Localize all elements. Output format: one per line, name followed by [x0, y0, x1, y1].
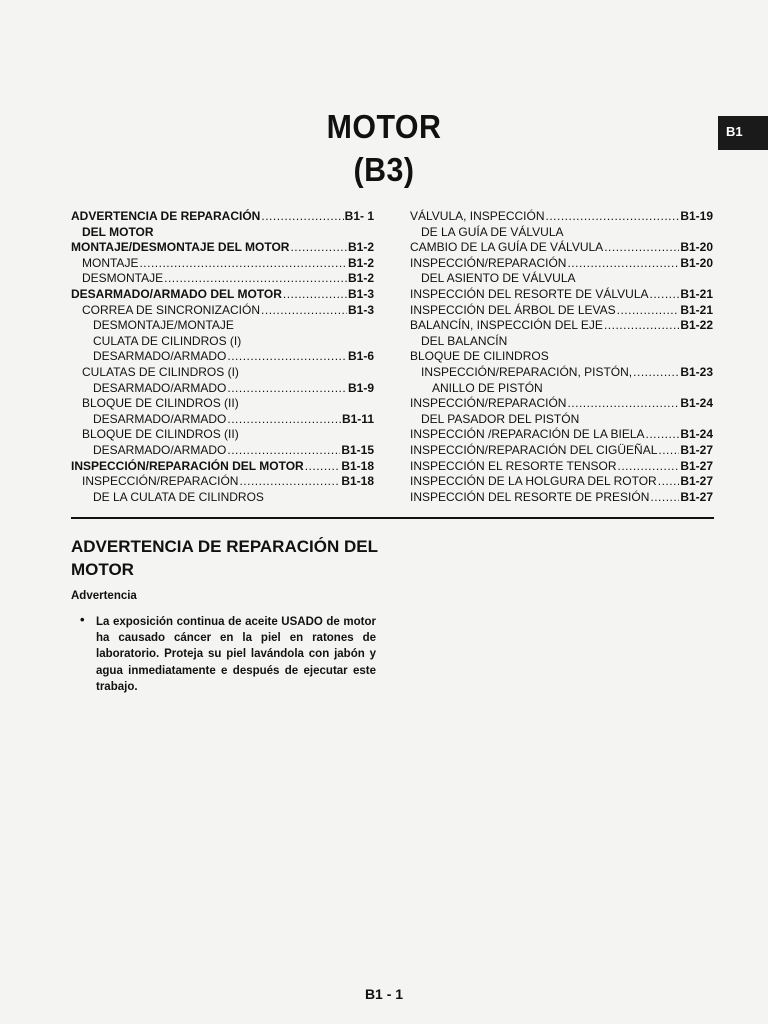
- toc-leader-dots: [617, 303, 680, 319]
- toc-leader-dots: [567, 256, 679, 272]
- toc-entry: [410, 443, 713, 459]
- toc-leader-dots: [290, 240, 347, 256]
- toc-leader-dots: [164, 271, 347, 287]
- toc-entry-text: DESARMADO/ARMADO: [93, 349, 227, 364]
- page-subtitle: (B3): [353, 151, 415, 188]
- toc-entry-page: B1-18: [341, 474, 374, 489]
- toc-leader-dots: [604, 318, 679, 334]
- toc-entry-page: B1-11: [341, 411, 374, 426]
- toc-entry-text: INSPECCIÓN DE LA HOLGURA DEL ROTOR: [410, 474, 657, 489]
- toc-entry-text: DESARMADO/ARMADO: [93, 442, 227, 457]
- toc-entry: [410, 427, 713, 443]
- toc-entry: [410, 225, 713, 241]
- toc-entry-text: INSPECCIÓN DEL ÁRBOL DE LEVAS: [410, 302, 616, 317]
- toc-entry-page: B1-19: [680, 209, 713, 223]
- toc-entry: [71, 365, 374, 381]
- toc-entry-text: INSPECCIÓN DEL RESORTE DE VÁLVULA: [410, 286, 649, 301]
- toc-entry-page: B1-3: [347, 286, 374, 301]
- toc-entry-page: B1-18: [341, 458, 374, 473]
- toc-entry: [410, 303, 713, 319]
- toc-entry-page: B1- 1: [344, 209, 374, 223]
- toc-leader-dots: [227, 443, 340, 459]
- toc-entry: [71, 349, 374, 365]
- toc-entry: [71, 209, 374, 225]
- toc-entry-page: B1-2: [347, 271, 374, 286]
- toc-entry-text: BLOQUE DE CILINDROS: [410, 349, 549, 364]
- toc-entry-page: B1-3: [347, 302, 374, 317]
- toc-entry: [71, 490, 374, 506]
- toc-entry: [410, 209, 713, 225]
- toc-entry-page: B1-15: [341, 442, 374, 457]
- toc-entry-text: DEL BALANCÍN: [421, 333, 508, 348]
- toc-leader-dots: [633, 365, 679, 381]
- toc-entry: [71, 287, 374, 303]
- toc-entry-page: B1-23: [680, 364, 713, 379]
- toc-leader-dots: [567, 396, 679, 412]
- toc-entry-text: CORREA DE SINCRONIZACIÓN: [82, 302, 261, 317]
- toc-leader-dots: [227, 381, 347, 397]
- toc-leader-dots: [658, 474, 680, 490]
- toc-entry: [71, 225, 374, 241]
- toc-entry: [71, 459, 374, 475]
- toc-leader-dots: [239, 474, 340, 490]
- toc-entry: [71, 381, 374, 397]
- toc-leader-dots: [618, 459, 680, 475]
- toc-leader-dots: [658, 443, 679, 459]
- toc-entry: [410, 396, 713, 412]
- toc-entry: [71, 474, 374, 490]
- toc-entry: [410, 412, 713, 428]
- toc-leader-dots: [305, 459, 341, 475]
- toc-entry-page: B1-21: [680, 286, 713, 301]
- toc-entry-text: DESARMADO/ARMADO DEL MOTOR: [71, 286, 282, 301]
- toc-entry-page: B1-27: [680, 442, 713, 457]
- toc-entry-page: B1-21: [680, 302, 713, 317]
- toc-entry-text: INSPECCIÓN/REPARACIÓN: [410, 255, 567, 270]
- toc-entry-page: B1-24: [680, 427, 713, 442]
- toc-entry-text: CULATAS DE CILINDROS (I): [82, 364, 239, 379]
- toc-entry-page: B1-9: [347, 380, 374, 395]
- section-tab: B1: [718, 116, 768, 150]
- toc-entry: [410, 365, 713, 381]
- toc-leader-dots: [139, 256, 347, 272]
- toc-entry-text: DESARMADO/ARMADO: [93, 411, 227, 426]
- page-title: MOTOR: [326, 108, 442, 145]
- bullet-icon: •: [80, 612, 85, 627]
- toc-entry-page: B1-2: [347, 240, 374, 255]
- toc-entry-page: B1-6: [347, 349, 374, 364]
- table-of-contents-left: [71, 209, 374, 505]
- toc-leader-dots: [650, 490, 679, 506]
- toc-entry: [410, 318, 713, 334]
- toc-entry-text: ADVERTENCIA DE REPARACIÓN: [71, 209, 261, 223]
- toc-entry: [71, 240, 374, 256]
- toc-entry-page: B1-2: [347, 255, 374, 270]
- toc-entry-text: DESARMADO/ARMADO: [93, 380, 227, 395]
- toc-entry: [410, 490, 713, 506]
- toc-entry-text: ANILLO DE PISTÓN: [432, 380, 543, 395]
- toc-entry: [71, 271, 374, 287]
- toc-entry-text: INSPECCIÓN/REPARACIÓN: [410, 396, 567, 411]
- table-of-contents-right: [410, 209, 713, 505]
- toc-entry-text: CULATA DE CILINDROS (I): [93, 333, 242, 348]
- toc-entry: [410, 381, 713, 397]
- section-heading: ADVERTENCIA DE REPARACIÓN DEL MOTOR: [71, 537, 378, 579]
- toc-entry-text: DEL ASIENTO DE VÁLVULA: [421, 271, 576, 286]
- toc-entry: [71, 303, 374, 319]
- toc-leader-dots: [261, 209, 343, 225]
- toc-entry-text: INSPECCIÓN/REPARACIÓN, PISTÓN,: [421, 364, 633, 379]
- toc-entry-text: BLOQUE DE CILINDROS (II): [82, 427, 239, 442]
- toc-entry-text: DE LA GUÍA DE VÁLVULA: [421, 224, 564, 239]
- toc-entry: [410, 287, 713, 303]
- toc-entry: [410, 240, 713, 256]
- toc-entry-page: B1-20: [680, 255, 713, 270]
- toc-entry-text: DEL PASADOR DEL PISTÓN: [421, 411, 580, 426]
- toc-entry: [410, 349, 713, 365]
- toc-entry-text: DESMONTAJE/MONTAJE: [93, 318, 234, 333]
- toc-leader-dots: [646, 427, 680, 443]
- toc-entry: [410, 256, 713, 272]
- toc-entry: [71, 443, 374, 459]
- toc-entry-text: INSPECCIÓN/REPARACIÓN DEL MOTOR: [71, 458, 304, 473]
- warning-text: La exposición continua de aceite USADO de motor ha causado cáncer en la piel en ratones de laboratorio. Proteja su piel lavándola con jabón y agua inmediatamente e después de ejecutar este trabajo.: [96, 616, 376, 693]
- toc-entry: [410, 271, 713, 287]
- toc-entry: [410, 474, 713, 490]
- section-divider: [71, 517, 714, 519]
- toc-entry-text: DE LA CULATA DE CILINDROS: [93, 489, 264, 504]
- toc-leader-dots: [650, 287, 680, 303]
- toc-entry: [71, 334, 374, 350]
- toc-entry-text: VÁLVULA, INSPECCIÓN: [410, 209, 545, 223]
- toc-entry: [410, 459, 713, 475]
- toc-entry-page: B1-24: [680, 396, 713, 411]
- toc-entry-page: B1-27: [680, 458, 713, 473]
- toc-entry-page: B1-22: [680, 318, 713, 333]
- toc-entry: [410, 334, 713, 350]
- toc-entry-text: CAMBIO DE LA GUÍA DE VÁLVULA: [410, 240, 604, 255]
- toc-entry: [71, 256, 374, 272]
- toc-entry: [71, 318, 374, 334]
- toc-entry-text: MONTAJE/DESMONTAJE DEL MOTOR: [71, 240, 290, 255]
- toc-leader-dots: [545, 209, 679, 225]
- toc-entry-text: INSPECCIÓN EL RESORTE TENSOR: [410, 458, 617, 473]
- warning-label: Advertencia: [71, 590, 137, 602]
- toc-entry-text: INSPECCIÓN/REPARACIÓN: [82, 474, 239, 489]
- toc-leader-dots: [261, 303, 347, 319]
- toc-entry-text: MONTAJE: [82, 255, 139, 270]
- toc-entry: [71, 412, 374, 428]
- toc-entry-page: B1-27: [680, 489, 713, 504]
- toc-entry-text: BALANCÍN, INSPECCIÓN DEL EJE: [410, 318, 603, 333]
- toc-entry-text: INSPECCIÓN /REPARACIÓN DE LA BIELA: [410, 427, 645, 442]
- toc-entry-page: B1-20: [680, 240, 713, 255]
- toc-leader-dots: [604, 240, 679, 256]
- toc-leader-dots: [227, 349, 347, 365]
- toc-entry: [71, 396, 374, 412]
- page-number: B1 - 1: [364, 986, 404, 1002]
- toc-leader-dots: [283, 287, 347, 303]
- toc-entry-text: INSPECCIÓN/REPARACIÓN DEL CIGÜEÑAL: [410, 442, 658, 457]
- toc-entry-text: BLOQUE DE CILINDROS (II): [82, 396, 239, 411]
- toc-entry-text: DEL MOTOR: [82, 224, 154, 239]
- toc-entry-text: INSPECCIÓN DEL RESORTE DE PRESIÓN: [410, 489, 650, 504]
- toc-entry: [71, 427, 374, 443]
- toc-leader-dots: [227, 412, 341, 428]
- toc-entry-page: B1-27: [680, 474, 713, 489]
- toc-entry-text: DESMONTAJE: [82, 271, 164, 286]
